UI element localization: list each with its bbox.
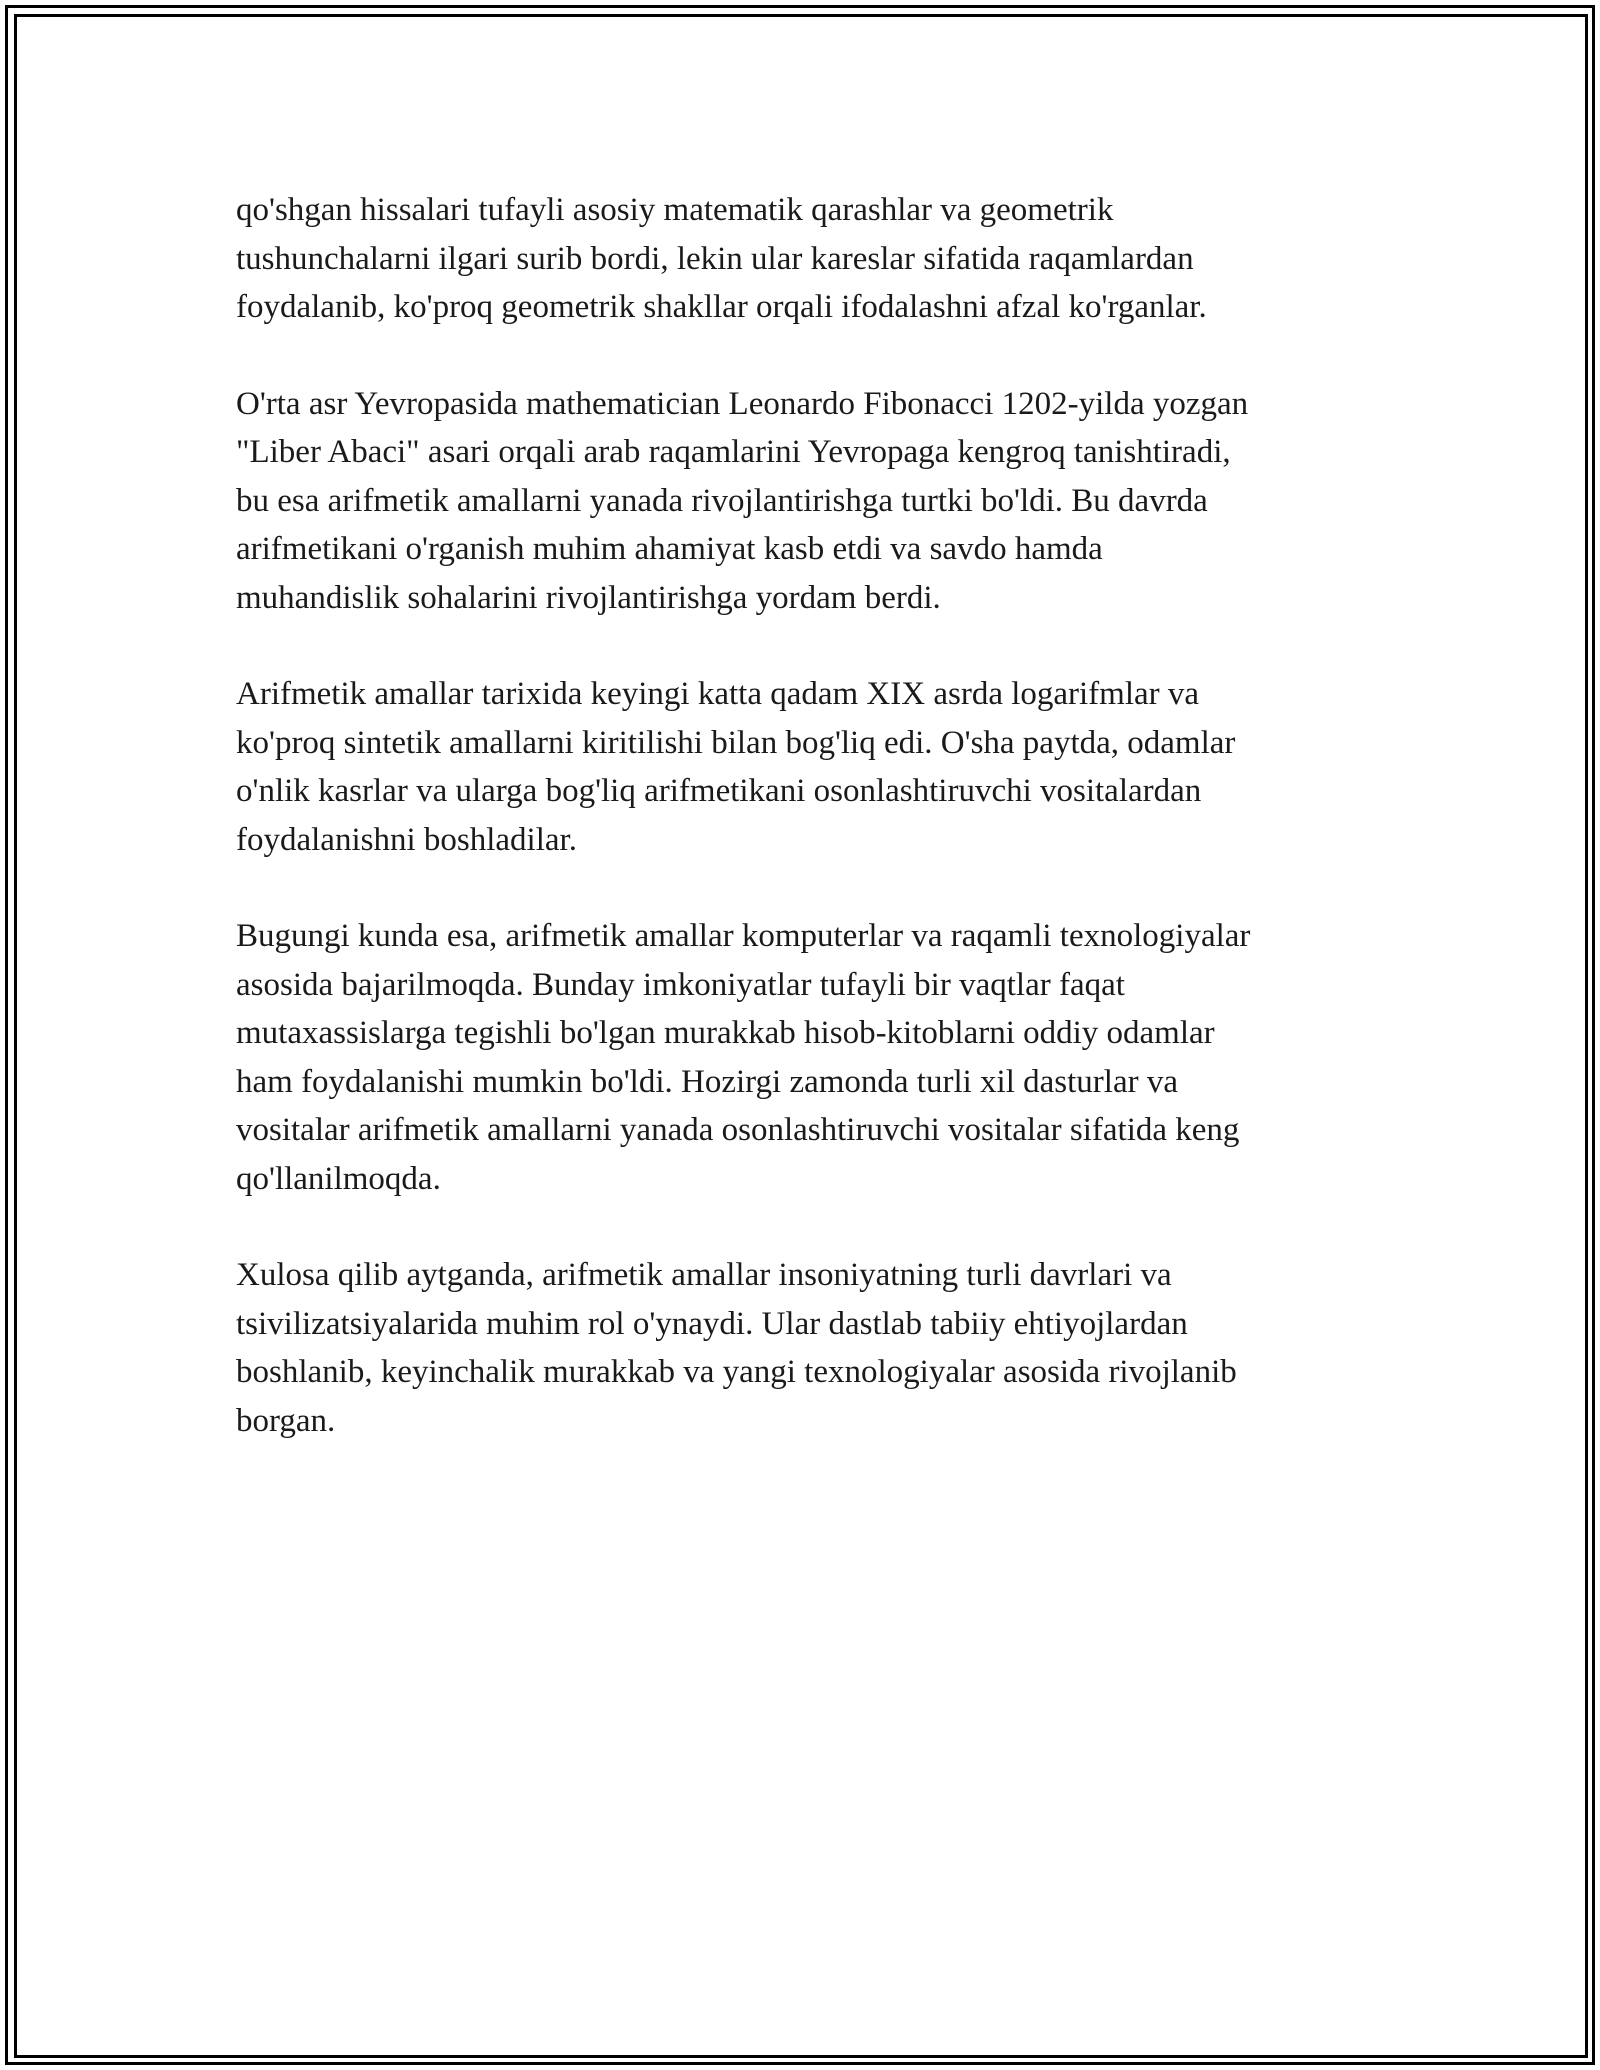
paragraph-3: Arifmetik amallar tarixida keyingi katta qadam XIX asrda logarifmlar va ko'proq sintetik amallarni kiritilishi bilan bog'liq edi. O'sha paytda, odamlar o'nlik kasrlar va ularga bog'liq arifmetikani osonlashtiruvchi vositalardan foydalanishni boshladilar. (236, 676, 1236, 858)
paragraph-4: Bugungi kunda esa, arifmetik amallar komputerlar va raqamli texnologiyalar asosida bajarilmoqda. Bunday imkoniyatlar tufayli bir vaqtlar faqat mutaxassislarga tegishli bo'lgan murakkab hisob-kitoblarni oddiy odamlar ham foydalanishi mumkin bo'ldi. Hozirgi zamonda turli xil dasturlar va vositalar arifmetik amallarni yanada osonlashtiruvchi vositalar sifatida keng qo'llanilmoqda. (236, 918, 1251, 1197)
paragraph-5: Xulosa qilib aytganda, arifmetik amallar insoniyatning turli davrlari va tsivilizatsiyalarida muhim rol o'ynaydi. Ular dastlab tabiiy ehtiyojlardan boshlanib, keyinchalik murakkab va yangi texnologiyalar asosida rivojlanib borgan. (236, 1257, 1237, 1439)
paragraph-1: qo'shgan hissalari tufayli asosiy matematik qarashlar va geometrik tushunchalarni ilgari surib bordi, lekin ular kareslar sifatida raqamlardan foydalanib, ko'proq geometrik shakllar orqali ifodalashni afzal ko'rganlar. (236, 192, 1207, 325)
document-body (236, 186, 1376, 1493)
paragraph-2: O'rta asr Yevropasida mathematician Leonardo Fibonacci 1202-yilda yozgan "Liber Abaci" asari orqali arab raqamlarini Yevropaga kengroq tanishtiradi, bu esa arifmetik amallarni yanada rivojlantirishga turtki bo'ldi. Bu davrda arifmetikani o'rganish muhim ahamiyat kasb etdi va savdo hamda muhandislik sohalarini rivojlantirishga yordam berdi. (236, 385, 1249, 616)
